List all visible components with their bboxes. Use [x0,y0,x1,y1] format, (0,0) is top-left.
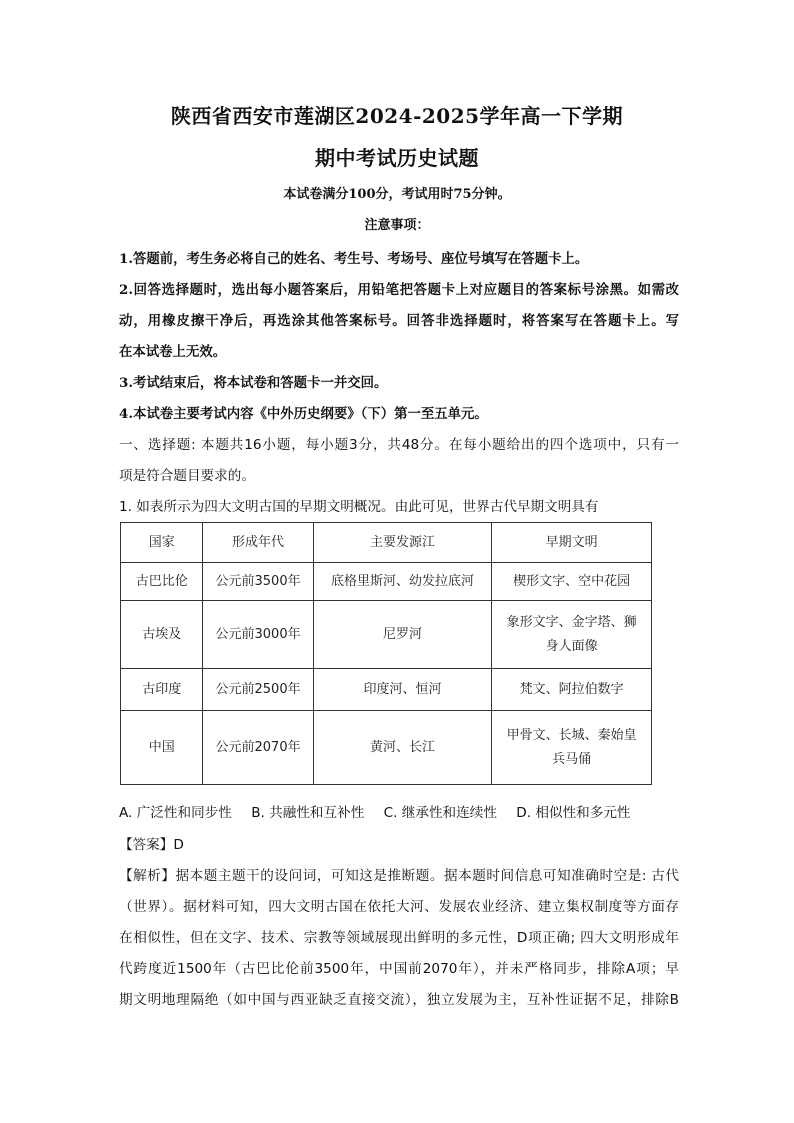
notice-2-line-3: 在本试卷上无效。 [119,344,227,360]
notice-2-line-2: 动，用橡皮擦干净后，再选涂其他答案标号。回答非选择题时，将答案写在答题卡上。写 [119,313,679,329]
country-cell: 古印度 [121,669,203,711]
civilization-text: 梵文、阿拉伯数字 [519,681,624,697]
option-b: B. 共融性和互补性 [251,805,365,821]
option-d: D. 相似性和多元性 [516,805,631,821]
question-1-stem: 1. 如表所示为四大文明古国的早期文明概况。由此可见，世界古代早期文明具有 [119,499,599,515]
table-header-row [121,523,652,563]
civilization-text: 甲骨文、长城、秦始皇 [506,727,637,743]
civilization-cell [492,601,652,669]
answer-label: 【答案】D [119,837,184,853]
table-row [121,711,652,785]
section-heading-line-2: 项是符合题目要求的。 [119,468,255,484]
notice-2-line-1: 2.回答选择题时，选出每小题答案后，用铅笔把答题卡上对应题目的答案标号涂黑。如需改 [119,282,679,298]
era-cell: 公元前3000年 [203,601,313,669]
era-cell: 公元前2070年 [203,711,313,785]
exam-subject-title: 期中考试历史试题 [315,146,479,170]
table-header-cell: 国家 [121,523,203,563]
notice-heading: 注意事项： [364,218,430,233]
country-cell: 中国 [121,711,203,785]
era-cell: 公元前2500年 [203,669,313,711]
civilization-table [120,522,652,785]
section-heading-line-1: 一、选择题: 本题共16小题，每小题3分，共48分。在每小题给出的四个选项中，只有一 [119,437,679,453]
notice-1: 1.答题前，考生务必将自己的姓名、考生号、考场号、座位号填写在答题卡上。 [119,251,589,267]
civilization-text-cont: 兵马俑 [552,751,592,767]
civilization-text: 楔形文字、空中花园 [513,573,631,589]
river-cell: 底格里斯河、幼发拉底河 [313,563,492,601]
civilization-cell [492,563,652,601]
analysis-line-5: 期文明地理隔绝（如中国与西亚缺乏直接交流），独立发展为主，互补性证据不足，排除B [119,992,679,1008]
civilization-cell [492,711,652,785]
option-a: A. 广泛性和同步性 [119,805,232,821]
era-cell: 公元前3500年 [203,563,313,601]
civilization-cell [492,669,652,711]
notice-3: 3.考试结束后，将本试卷和答题卡一并交回。 [119,375,388,391]
river-cell: 黄河、长江 [313,711,492,785]
analysis-line-2: （世界）。据材料可知，四大文明古国在依托大河、发展农业经济、建立集权制度等方面存 [119,899,679,915]
analysis-line-1: 【解析】据本题主题干的设问词，可知这是推断题。据本题时间信息可知准确时空是: 古代 [119,868,679,884]
option-c: C. 继承性和连续性 [383,805,497,821]
table-row [121,669,652,711]
river-cell: 尼罗河 [313,601,492,669]
table-row [121,601,652,669]
river-cell: 印度河、恒河 [313,669,492,711]
civilization-text: 象形文字、金字塔、狮 [506,614,637,630]
analysis-line-4: 代跨度近1500年（古巴比伦前3500年，中国前2070年），并未严格同步，排除A项；早 [119,961,679,977]
analysis-line-3: 在相似性，但在文字、技术、宗教等领域展现出鲜明的多元性，D项正确; 四大文明形成年 [119,930,679,946]
answer-options [119,804,646,822]
civilization-text-cont: 身人面像 [545,638,598,654]
country-cell: 古埃及 [121,601,203,669]
exam-title: 陕西省西安市莲湖区2024-2025学年高一下学期 [170,104,624,128]
table-header-cell: 早期文明 [492,523,652,563]
notice-4: 4.本试卷主要考试内容《中外历史纲要》（下）第一至五单元。 [119,406,488,422]
table-header-cell: 主要发源江 [313,523,492,563]
exam-info: 本试卷满分100分，考试用时75分钟。 [283,187,511,202]
table-row [121,563,652,601]
table-header-cell: 形成年代 [203,523,313,563]
country-cell: 古巴比伦 [121,563,203,601]
